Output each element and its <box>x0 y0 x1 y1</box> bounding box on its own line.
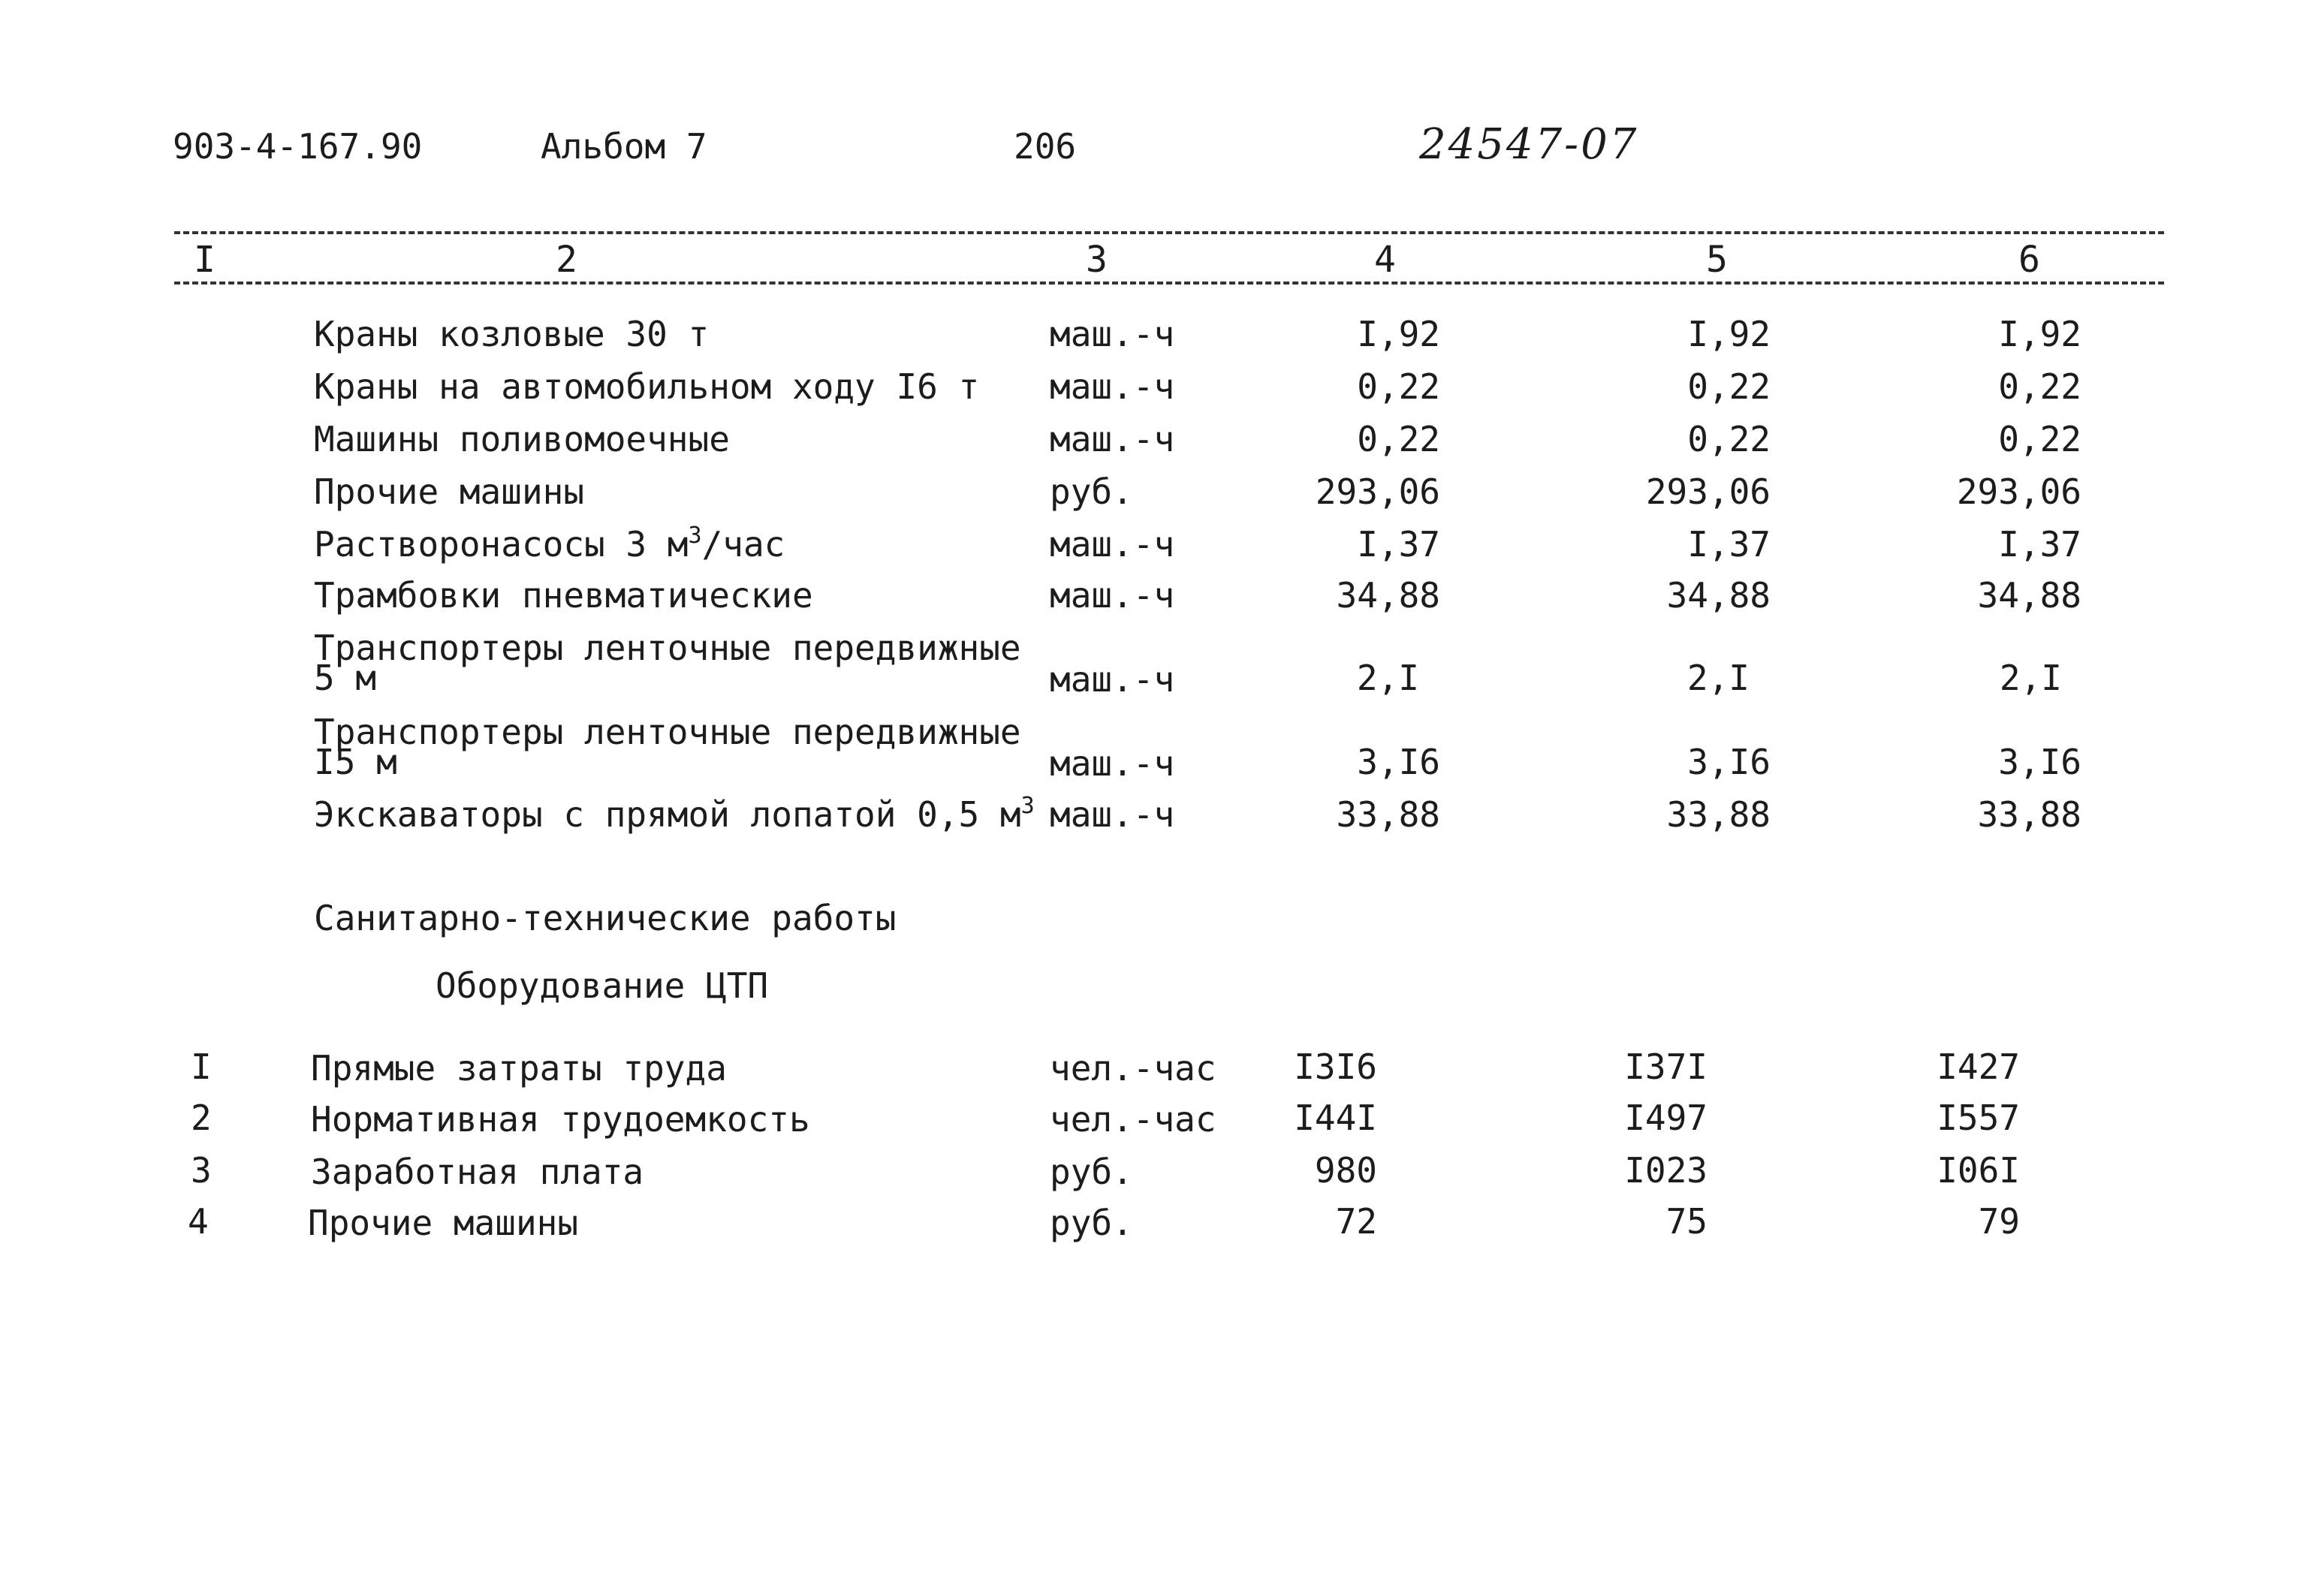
column-number-3: 3 <box>1086 239 1108 281</box>
table-header-rule-bottom <box>174 282 2164 285</box>
row-unit: руб. <box>1050 1152 1133 1192</box>
row-name-line1: Транспортеры ленточные передвижные <box>314 712 1021 752</box>
row-value-col5: 3,I6 <box>1687 742 1771 782</box>
row-value-col4: I,92 <box>1357 314 1440 354</box>
row-name: Нормативная трудоемкость <box>311 1099 810 1140</box>
row-number: 4 <box>188 1201 209 1242</box>
row-value-col5: I497 <box>1624 1098 1708 1138</box>
row-name: Машины поливомоечные <box>314 419 730 459</box>
row-value-col4: 3,I6 <box>1357 742 1440 782</box>
album-label: Альбом 7 <box>541 126 707 167</box>
row-value-col6: 2,I <box>1999 658 2062 698</box>
row-name-line2: 5 м <box>314 658 377 698</box>
row-unit: руб. <box>1050 1203 1133 1243</box>
column-number-2: 2 <box>556 239 577 281</box>
row-unit: чел.-час <box>1050 1099 1216 1140</box>
row-name: Прочие машины <box>308 1203 579 1243</box>
row-unit: маш.-ч <box>1050 659 1175 700</box>
row-value-col6: 0,22 <box>1998 366 2081 407</box>
row-value-col6: I,92 <box>1998 314 2081 354</box>
row-value-col5: 0,22 <box>1687 419 1771 459</box>
row-unit: маш.-ч <box>1050 366 1175 407</box>
row-name: Прочие машины <box>314 471 585 512</box>
column-number-6: 6 <box>2018 239 2040 281</box>
row-name-line2: I5 м <box>314 742 397 782</box>
row-unit: маш.-ч <box>1050 575 1175 616</box>
row-value-col6: 34,88 <box>1977 575 2081 616</box>
row-value-col6: 293,06 <box>1956 471 2081 512</box>
row-value-col4: 0,22 <box>1357 366 1440 407</box>
row-name: Заработная плата <box>311 1152 644 1192</box>
row-value-col4: 34,88 <box>1336 575 1440 616</box>
row-unit: маш.-ч <box>1050 419 1175 459</box>
row-value-col4: I3I6 <box>1294 1046 1377 1087</box>
table-header-rule-top <box>174 231 2164 234</box>
row-value-col5: 293,06 <box>1645 471 1771 512</box>
row-value-col5: I37I <box>1624 1046 1708 1087</box>
row-unit: маш.-ч <box>1050 314 1175 354</box>
row-value-col6: I,37 <box>1998 524 2081 565</box>
superscript: 3 <box>688 522 702 549</box>
row-number: I <box>191 1046 212 1087</box>
row-value-col4: I,37 <box>1357 524 1440 565</box>
document-code: 903-4-167.90 <box>173 126 423 167</box>
row-value-col5: I,92 <box>1687 314 1771 354</box>
row-name: Краны козловые 30 т <box>314 314 710 354</box>
section-title: Санитарно-технические работы <box>314 898 897 938</box>
row-value-col4: 980 <box>1314 1150 1377 1191</box>
row-value-col5: 33,88 <box>1666 794 1771 835</box>
row-name: Экскаваторы с прямой лопатой 0,5 $м^3$ <box>314 793 1035 835</box>
row-value-col6: I06I <box>1937 1150 2020 1191</box>
row-unit: руб. <box>1050 471 1133 512</box>
row-value-col6: 0,22 <box>1998 419 2081 459</box>
row-value-col5: 75 <box>1665 1201 1708 1242</box>
row-name: Прямые затраты труда <box>311 1048 727 1089</box>
row-value-col4: 33,88 <box>1336 794 1440 835</box>
row-value-col4: 293,06 <box>1315 471 1440 512</box>
row-value-col6: 3,I6 <box>1998 742 2081 782</box>
section-subtitle: Оборудование ЦТП <box>436 965 769 1006</box>
row-value-col4: 0,22 <box>1357 419 1440 459</box>
row-unit: маш.-ч <box>1050 743 1175 784</box>
row-name: Краны на автомобильном ходу I6 т <box>314 366 980 407</box>
row-value-col4: 2,I <box>1356 658 1419 698</box>
row-value-col6: 33,88 <box>1977 794 2081 835</box>
row-number: 2 <box>191 1098 212 1138</box>
column-number-5: 5 <box>1706 239 1728 281</box>
row-value-col4: 72 <box>1335 1201 1377 1242</box>
row-name: Трамбовки пневматические <box>314 575 813 616</box>
row-value-col5: 34,88 <box>1666 575 1771 616</box>
row-value-col5: 0,22 <box>1687 366 1771 407</box>
row-value-col5: 2,I <box>1687 658 1750 698</box>
row-value-col6: 79 <box>1978 1201 2020 1242</box>
row-unit: маш.-ч <box>1050 524 1175 565</box>
handwritten-stamp: 24547-07 <box>1419 120 1639 169</box>
row-value-col4: I44I <box>1294 1098 1377 1138</box>
column-number-4: 4 <box>1374 239 1396 281</box>
column-number-1: I <box>194 239 216 281</box>
row-value-col5: I,37 <box>1687 524 1771 565</box>
page-number: 206 <box>1014 126 1077 167</box>
row-value-col5: I023 <box>1624 1150 1708 1191</box>
superscript: 3 <box>1020 793 1035 819</box>
row-name: Растворонасосы 3 $м^3$/час <box>314 522 785 565</box>
row-name-line1: Транспортеры ленточные передвижные <box>314 628 1021 668</box>
row-value-col6: I557 <box>1937 1098 2020 1138</box>
row-unit: чел.-час <box>1050 1048 1216 1089</box>
row-number: 3 <box>191 1150 212 1191</box>
row-unit: маш.-ч <box>1050 794 1175 835</box>
row-value-col6: I427 <box>1937 1046 2020 1087</box>
